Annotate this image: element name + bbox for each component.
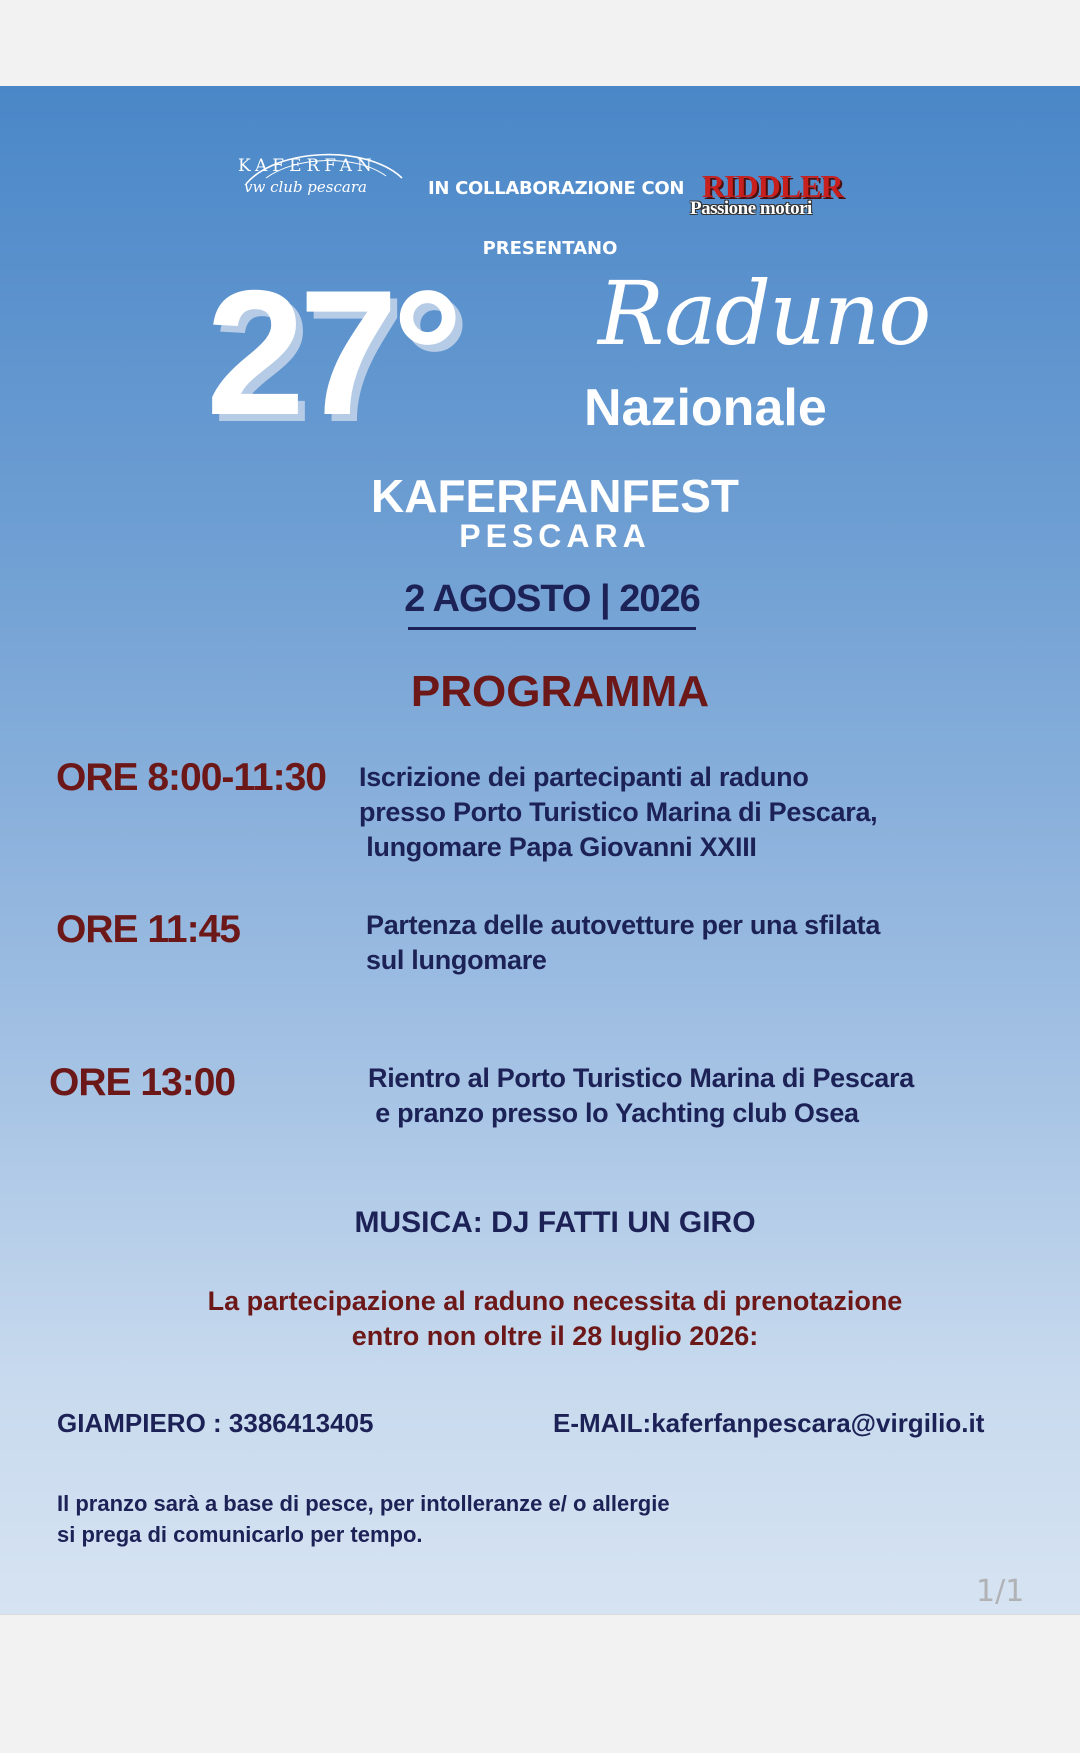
fest-city: PESCARA [459,518,651,554]
kaferfan-logo-script: vw club pescara [244,178,367,196]
riddler-logo [688,168,872,220]
event-time: ORE 8:00-11:30 [56,756,326,799]
kaferfan-logo [236,156,412,226]
phone-contact: GIAMPIERO : 3386413405 [57,1408,374,1438]
event-description: Iscrizione dei partecipanti al raduno presso Porto Turistico Marina di Pescara, lungomare Papa Giovanni XXIII [359,762,878,862]
footnote: Il pranzo sarà a base di pesce, per intolleranze e/ o allergie si prega di comunicarlo per tempo. [57,1491,670,1547]
reservation-notice: La partecipazione al raduno necessita di prenotazione entro non oltre il 28 luglio 2026: [207,1286,903,1351]
raduno-script-title: Raduno [598,262,930,365]
date-underline [408,627,696,630]
presentano-text: PRESENTANO [482,238,618,259]
edition-number: 27° [206,253,458,452]
event-description: Partenza delle autovetture per una sfilata sul lungomare [366,910,881,975]
event-date-text: 2 AGOSTO | 2026 [404,578,700,620]
event-poster-page [0,86,1080,1614]
email-contact: E-MAIL:kaferfanpescara@virgilio.it [553,1408,985,1438]
kaferfan-logo-text: KAFERFAN [238,156,377,176]
riddler-logo-main: RIDDLER [702,168,843,204]
collab-text: IN COLLABORAZIONE CON [428,178,685,199]
page-divider [0,1614,1080,1615]
page-indicator: 1/1 [976,1574,1025,1609]
fest-name: KAFERFANFEST [371,470,739,522]
musica-text: MUSICA: DJ FATTI UN GIRO [354,1206,756,1239]
nazionale-title: Nazionale [584,379,827,437]
riddler-logo-sub: Passione motori [690,198,812,219]
event-date [392,580,712,630]
event-time: ORE 11:45 [56,908,240,951]
programma-heading: PROGRAMMA [410,667,710,716]
event-time: ORE 13:00 [49,1061,236,1104]
event-description: Rientro al Porto Turistico Marina di Pescara e pranzo presso lo Yachting club Osea [368,1063,914,1128]
